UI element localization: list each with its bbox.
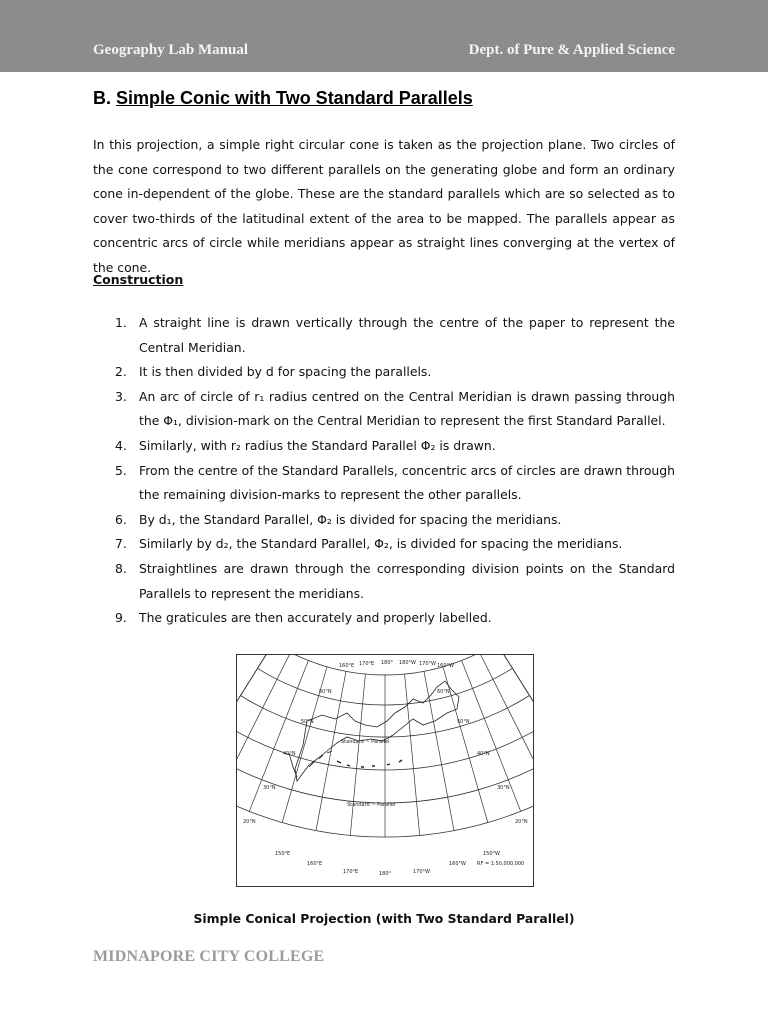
meridian-line xyxy=(405,674,420,835)
scale-text: RF = 1:50,000,000 xyxy=(477,861,525,867)
list-item xyxy=(93,508,675,533)
step-text: An arc of circle of r₁ radius centred on the Central Meridian is drawn passing through the Φ₁, division-mark on the Central Meridian to represent the first Standard Parallel. xyxy=(139,388,675,429)
meridian-line xyxy=(316,671,346,830)
list-item xyxy=(93,557,675,606)
intro-paragraph: In this projection, a simple right circular cone is taken as the projection plane. Two circles of the cone correspond to two different parallels on the generating globe and form an ordinary cone in-dependent of the globe. These are the standard parallels which are so selected as to cover two-thirds of the latitudinal extent of the area to be mapped. The parallels appear as concentric arcs of circle while meridians appear as straight lines converging at the vertex of the cone. xyxy=(93,137,675,275)
step-text: Similarly, with r₂ radius the Standard Parallel Φ₂ is drawn. xyxy=(139,437,496,453)
step-text: By d₁, the Standard Parallel, Φ₂ is divided for spacing the meridians. xyxy=(139,511,562,527)
footer-college-name: MIDNAPORE CITY COLLEGE xyxy=(93,948,325,965)
lon-label: 170°W xyxy=(413,869,430,875)
step-text: From the centre of the Standard Parallels, concentric arcs of circles are drawn through the remaining division-marks to represent the other parallels. xyxy=(139,462,675,503)
lon-label: 170°E xyxy=(359,661,375,667)
lon-label: 160°W xyxy=(449,861,466,867)
lon-label: 160°E xyxy=(339,663,355,669)
section-title-text: Simple Conic with Two Standard Parallels xyxy=(116,88,473,108)
construction-steps xyxy=(93,311,675,631)
construction-heading: Construction xyxy=(93,272,184,287)
step-text: Straightlines are drawn through the corresponding division points on the Standard Parallels to represent the meridians. xyxy=(139,560,675,601)
step-number: 8. xyxy=(115,560,127,576)
step-number: 9. xyxy=(115,610,127,626)
lon-label: 150°E xyxy=(275,851,291,857)
lon-label: 170°E xyxy=(343,869,359,875)
aleutian-dots xyxy=(337,760,402,767)
list-item xyxy=(93,434,675,459)
lat-label: 30°N xyxy=(497,785,510,791)
meridian-line xyxy=(443,667,488,823)
header-department: Dept. of Pure & Applied Science xyxy=(468,42,675,58)
section-letter: B. xyxy=(93,88,111,108)
lat-label: 60°N xyxy=(437,689,450,695)
meridian-line xyxy=(462,661,521,812)
step-text: The graticules are then accurately and properly labelled. xyxy=(139,610,492,626)
standard-parallel-upper-label: Standard ~ Parallel xyxy=(341,739,390,745)
lon-label: 180°W xyxy=(399,660,416,666)
lat-label: 20°N xyxy=(243,819,256,825)
step-text: It is then divided by d for spacing the parallels. xyxy=(139,364,432,380)
lon-label: 160°E xyxy=(307,861,323,867)
step-text: A straight line is drawn vertically through the centre of the paper to represent the Central Meridian. xyxy=(139,315,675,355)
list-item xyxy=(93,385,675,434)
section-title xyxy=(93,88,473,109)
graticule-drawing xyxy=(237,655,533,886)
top-longitude-labels xyxy=(339,660,454,669)
figure-caption: Simple Conical Projection (with Two Standard Parallel) xyxy=(193,911,575,926)
meridian-line xyxy=(424,671,454,830)
lat-label: 50°N xyxy=(301,719,314,725)
lon-label: 150°W xyxy=(483,851,500,857)
header-manual-title: Geography Lab Manual xyxy=(93,42,249,58)
standard-parallel-lower-label: Standard ~ Parallel xyxy=(347,802,396,808)
list-item xyxy=(93,532,675,557)
lon-label: 180° xyxy=(379,871,392,877)
lat-label: 40°N xyxy=(283,751,296,757)
list-item xyxy=(93,311,675,360)
meridian-line xyxy=(249,661,308,812)
step-number: 5. xyxy=(115,462,127,478)
lat-label: 40°N xyxy=(477,751,490,757)
step-number: 1. xyxy=(115,315,127,330)
step-number: 6. xyxy=(115,511,127,527)
meridian-line xyxy=(237,655,274,780)
lat-label: 30°N xyxy=(263,785,276,791)
step-number: 3. xyxy=(115,388,127,404)
lon-label: 170°W xyxy=(419,661,436,667)
meridian-line xyxy=(497,655,534,780)
meridian-line xyxy=(350,674,365,835)
list-item xyxy=(93,606,675,631)
lat-label: 20°N xyxy=(515,819,528,825)
step-number: 7. xyxy=(115,536,127,552)
list-item xyxy=(93,360,675,385)
step-number: 2. xyxy=(115,364,127,380)
step-number: 4. xyxy=(115,437,127,453)
lat-label: 50°N xyxy=(457,719,470,725)
lon-label: 160°W xyxy=(437,663,454,669)
header-band xyxy=(0,0,768,72)
projection-figure xyxy=(236,654,534,887)
lat-label: 60°N xyxy=(319,689,332,695)
list-item xyxy=(93,459,675,508)
meridian-lines xyxy=(237,655,533,837)
step-text: Similarly by d₂, the Standard Parallel, Φ₂, is divided for spacing the meridians. xyxy=(139,536,623,552)
bottom-longitude-labels xyxy=(275,851,500,877)
lon-label: 180° xyxy=(381,660,394,666)
